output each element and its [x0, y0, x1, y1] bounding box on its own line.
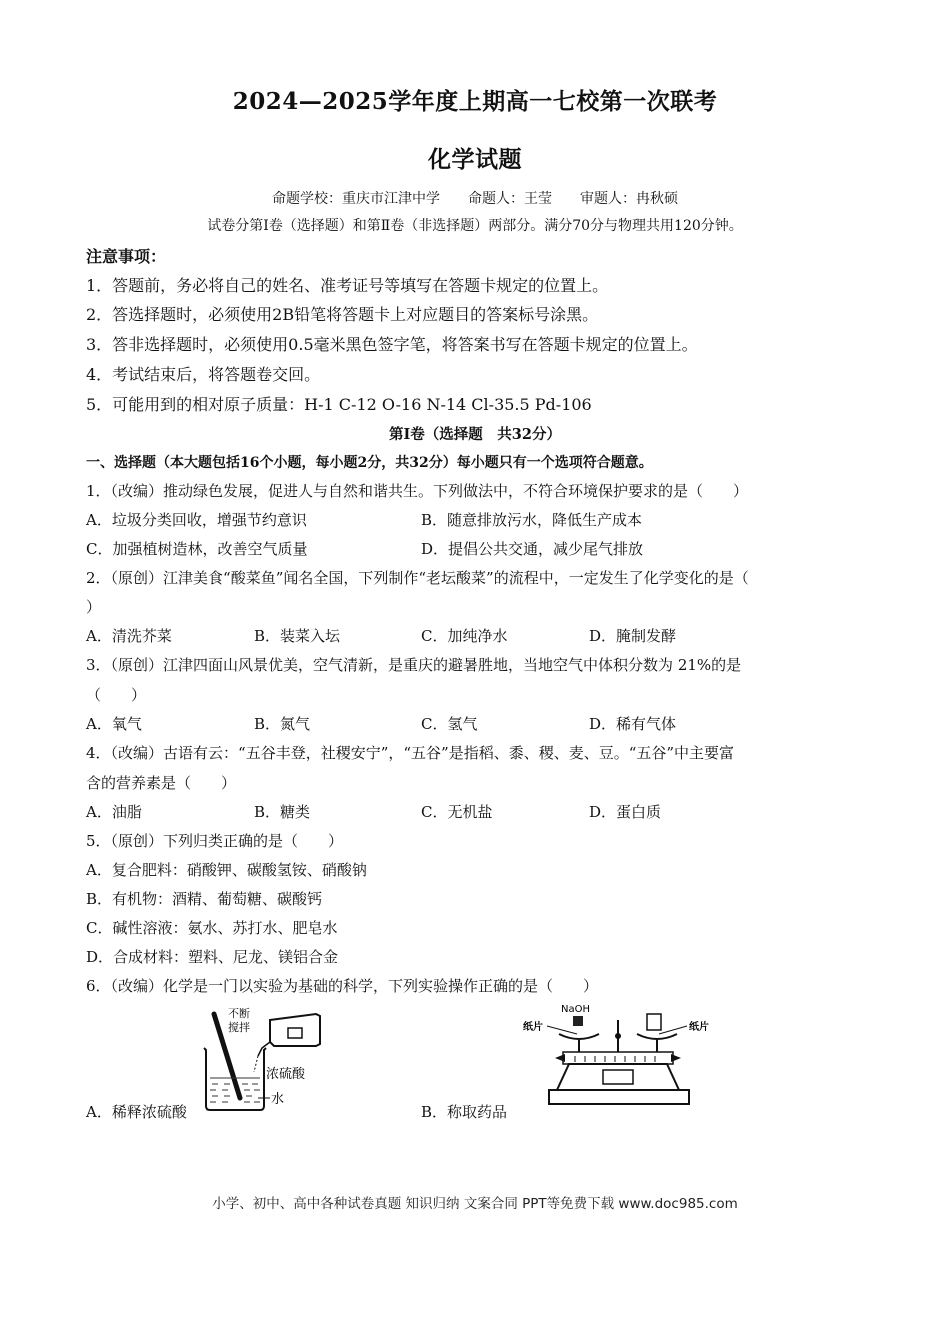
paper-label: 纸片	[689, 1022, 709, 1033]
acid-label: 浓硫酸	[266, 1067, 306, 1082]
question-4-stem-cont: 含的营养素是（ ）	[86, 774, 237, 792]
question-4-stem: 4．（改编）古语有云：“五谷丰登，社稷安宁”，“五谷”是指稻、黍、稷、麦、豆。“五谷”中主要富	[86, 744, 735, 762]
question-1-option-c: C．加强植树造林，改善空气质量	[86, 540, 308, 558]
notice-item: 1．答题前，务必将自己的姓名、准考证号等填写在答题卡规定的位置上。	[86, 276, 609, 295]
author-info: 命题学校：重庆市江津中学 命题人：王莹 审题人：冉秋硕	[272, 191, 678, 207]
exam-intro: 试卷分第Ⅰ卷（选择题）和第Ⅱ卷（非选择题）两部分。满分70分与物理共用120分钟。	[207, 218, 743, 234]
question-3-option-a: A．氧气	[86, 715, 142, 733]
notice-heading: 注意事项：	[86, 247, 167, 266]
question-2-stem: 2．（原创）江津美食“酸菜鱼”闻名全国，下列制作“老坛酸菜”的流程中，一定发生了化学变化的是（	[86, 569, 749, 587]
part-heading: 一、选择题（本大题包括16个小题，每小题2分，共32分）每小题只有一个选项符合题意。	[86, 455, 653, 471]
question-4-option-d: D．蛋白质	[589, 803, 662, 821]
question-4-option-a: A．油脂	[86, 803, 142, 821]
notice-item: 3．答非选择题时，必须使用0.5毫米黑色签字笔，将答案书写在答题卡规定的位置上。	[86, 335, 698, 354]
question-1-option-d: D．提倡公共交通，减少尾气排放	[421, 540, 644, 558]
exam-title: 2024—2025学年度上期高一七校第一次联考	[232, 88, 718, 115]
question-5-option-d: D．合成材料：塑料、尼龙、镁铝合金	[86, 948, 339, 966]
question-4-option-c: C．无机盐	[421, 803, 493, 821]
question-2-option-c: C．加纯净水	[421, 627, 508, 645]
naoh-label: NaOH	[561, 1004, 590, 1015]
notice-item: 5．可能用到的相对原子质量：H-1 C-12 O-16 N-14 Cl-35.5 Pd-106	[86, 395, 592, 414]
stir-label: 搅拌	[228, 1021, 250, 1034]
question-3-option-d: D．稀有气体	[589, 715, 677, 733]
balance-figure	[519, 1000, 719, 1112]
notice-item: 4．考试结束后，将答题卷交回。	[86, 365, 321, 384]
question-3-stem-cont: （ ）	[86, 686, 147, 704]
question-2-option-a: A．清洗芥菜	[86, 627, 172, 645]
dilute-acid-figure	[196, 1006, 331, 1114]
question-1-stem: 1．（改编）推动绿色发展，促进人与自然和谐共生。下列做法中，不符合环境保护要求的是（ ）	[86, 482, 749, 500]
question-5-option-c: C．碱性溶液：氨水、苏打水、肥皂水	[86, 919, 338, 937]
water-label: 水	[271, 1092, 285, 1107]
stir-label: 不断	[228, 1007, 250, 1020]
question-1-option-a: A．垃圾分类回收，增强节约意识	[86, 511, 307, 529]
question-5-option-b: B．有机物：酒精、葡萄糖、碳酸钙	[86, 890, 323, 908]
question-2-stem-cont: ）	[86, 598, 102, 616]
footer-text: 小学、初中、高中各种试卷真题 知识归纳 文案合同 PPT等免费下载 www.doc985.com	[212, 1196, 738, 1212]
weight-icon	[647, 1014, 661, 1030]
subject-title: 化学试题	[428, 146, 522, 173]
section-title: 第Ⅰ卷（选择题 共32分）	[389, 426, 561, 443]
question-6-option-b: B．称取药品	[421, 1103, 508, 1121]
question-3-option-c: C．氢气	[421, 715, 478, 733]
paper-label: 纸片	[523, 1022, 543, 1033]
question-2-option-b: B．装菜入坛	[254, 627, 341, 645]
question-6-option-a: A．稀释浓硫酸	[86, 1103, 187, 1121]
question-4-option-b: B．糖类	[254, 803, 311, 821]
question-1-option-b: B．随意排放污水，降低生产成本	[421, 511, 643, 529]
question-5-stem: 5．（原创）下列归类正确的是（ ）	[86, 832, 344, 850]
question-3-stem: 3．（原创）江津四面山风景优美，空气清新，是重庆的避暑胜地，当地空气中体积分数为 21%的是	[86, 656, 742, 674]
naoh-sample-icon	[573, 1016, 583, 1026]
question-5-option-a: A．复合肥料：硝酸钾、碳酸氢铵、硝酸钠	[86, 861, 367, 879]
question-2-option-d: D．腌制发酵	[589, 627, 677, 645]
question-3-option-b: B．氮气	[254, 715, 311, 733]
question-6-stem: 6．（改编）化学是一门以实验为基础的科学，下列实验操作正确的是（ ）	[86, 977, 599, 995]
notice-item: 2．答选择题时，必须使用2B铅笔将答题卡上对应题目的答案标号涂黑。	[86, 305, 599, 324]
